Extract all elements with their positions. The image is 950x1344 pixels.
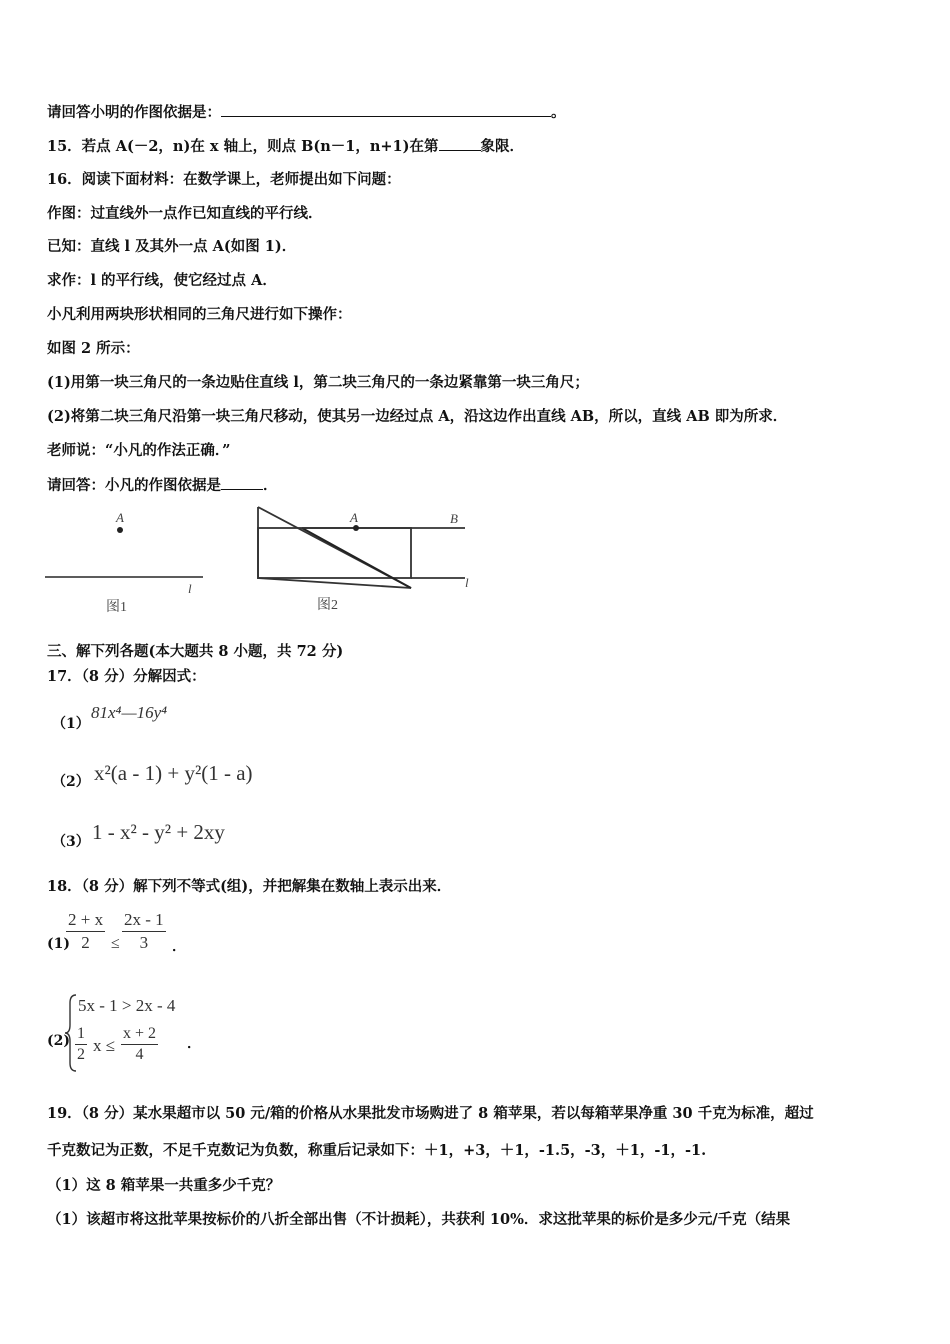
q16-figures [40, 500, 490, 625]
q18-p2-label: (2) [47, 1033, 70, 1049]
q18-p1-num1: 2 + x [66, 910, 105, 932]
q16-qiuzuo: 求作：l 的平行线，使它经过点 A． [47, 272, 277, 289]
q14-answer-blank[interactable] [221, 102, 551, 117]
q18-p2-frac-a-den: 2 [77, 1046, 85, 1063]
q14-prompt: 请回答小明的作图依据是： [47, 104, 221, 121]
fig1-caption: 图1 [106, 600, 127, 615]
q15-answer-blank[interactable] [439, 136, 481, 151]
q18-p1-end: ． [172, 939, 186, 955]
q17-item3-expr: 1 - x² - y² + 2xy [92, 820, 225, 844]
fig1-point-a [117, 527, 123, 533]
q18-p1-den1: 2 [81, 933, 90, 952]
q16-step1: (1)用第一块三角尺的一条边贴住直线 l，第二块三角尺的一条边紧靠第一块三角尺； [47, 374, 589, 391]
q16-intro: 16．阅读下面材料：在数学课上，老师提出如下问题： [47, 171, 401, 188]
fig2-point-a [353, 525, 359, 531]
q14-end: 。 [551, 104, 566, 121]
q18-p2-var: x ≤ [93, 1036, 116, 1055]
fig2-diagonal [302, 528, 411, 588]
q19-line2: 千克数记为正数，不足千克数记为负数，称重后记录如下：＋1，+3，＋1，-1.5，-3，＋1，-1，-1. [47, 1142, 707, 1159]
q15-text: 15．若点 A(－2，n)在 x 轴上，则点 B(n－1，n+1)在第 [47, 138, 439, 155]
q15-text-end: 象限． [480, 138, 525, 155]
q18-p2-frac-a-num: 1 [75, 1025, 87, 1045]
q17-item1-label: （1） [52, 716, 90, 732]
q18-p1-num2: 2x - 1 [122, 910, 166, 932]
q17-title: 17．（8 分）分解因式： [47, 668, 206, 685]
q19-sub1: （1）这 8 箱苹果一共重多少千克？ [47, 1177, 281, 1194]
fig1-point-a-label: A [116, 510, 124, 525]
fig2-line-l-label: l [465, 575, 469, 590]
q16-step2: (2)将第二块三角尺沿第一块三角尺移动，使其另一边经过点 A，沿这边作出直线 AB，所以，直线 AB 即为所求． [47, 408, 788, 425]
q19-line1: 19．（8 分）某水果超市以 50 元/箱的价格从水果批发市场购进了 8 箱苹果，若以每箱苹果净重 30 千克为标准，超过 [47, 1105, 814, 1122]
q16-yizhi: 已知：直线 l 及其外一点 A(如图 1)． [47, 238, 297, 255]
fig2-point-a-label: A [350, 510, 358, 525]
q18-p1-frac-left [66, 910, 105, 953]
q17-item2-expr: x²(a - 1) + y²(1 - a) [94, 761, 253, 785]
figure-1 [45, 510, 203, 615]
q15 [47, 136, 524, 157]
q18-p2-frac-b-den: 4 [135, 1046, 144, 1063]
q14-answer-line [47, 102, 566, 123]
q17-item1-expr: 81x⁴—16y⁴ [91, 703, 168, 722]
q18-p1-label: (1) [47, 936, 70, 952]
q16-rutu: 如图 2 所示： [47, 340, 140, 357]
fig2-point-b-label: B [450, 511, 458, 526]
fig2-rectangle [258, 528, 411, 578]
fig2-caption: 图2 [317, 598, 338, 613]
q18-p2-frac-b [121, 1025, 158, 1064]
q16-ask-text: 请回答：小凡的作图依据是 [47, 477, 221, 494]
q16-xiaofan: 小凡利用两块形状相同的三角尺进行如下操作： [47, 306, 352, 323]
q18-title: 18．（8 分）解下列不等式(组)，并把解集在数轴上表示出来． [47, 878, 452, 895]
q19-sub2: （1）该超市将这批苹果按标价的八折全部出售（不计损耗），共获利 10%．求这批苹果的标价是多少元/千克（结果 [47, 1211, 791, 1228]
q16-teacher: 老师说：“小凡的作法正确．” [47, 442, 231, 459]
q18-p1-op: ≤ [111, 935, 120, 952]
q18-p2-frac-a [75, 1025, 87, 1064]
q18-p1-frac-right [122, 910, 166, 953]
figure-2 [258, 507, 469, 613]
fig1-line-label: l [188, 581, 192, 596]
q18-p1-den2: 3 [139, 933, 149, 952]
q18-p2-frac-b-num: x + 2 [121, 1025, 158, 1045]
q17-item3-label: （3） [52, 834, 90, 850]
q17-item2-label: （2） [52, 774, 90, 790]
q18-p2-line1: 5x - 1 > 2x - 4 [78, 996, 176, 1015]
q16-ask [47, 475, 278, 496]
q16-zuotu: 作图：过直线外一点作已知直线的平行线． [47, 205, 323, 222]
q16-ask-end: ． [263, 477, 278, 494]
q18-p2-end: ． [187, 1036, 201, 1052]
section-3-heading: 三、解下列各题(本大题共 8 小题，共 72 分) [47, 643, 344, 660]
q16-answer-blank[interactable] [221, 475, 263, 490]
